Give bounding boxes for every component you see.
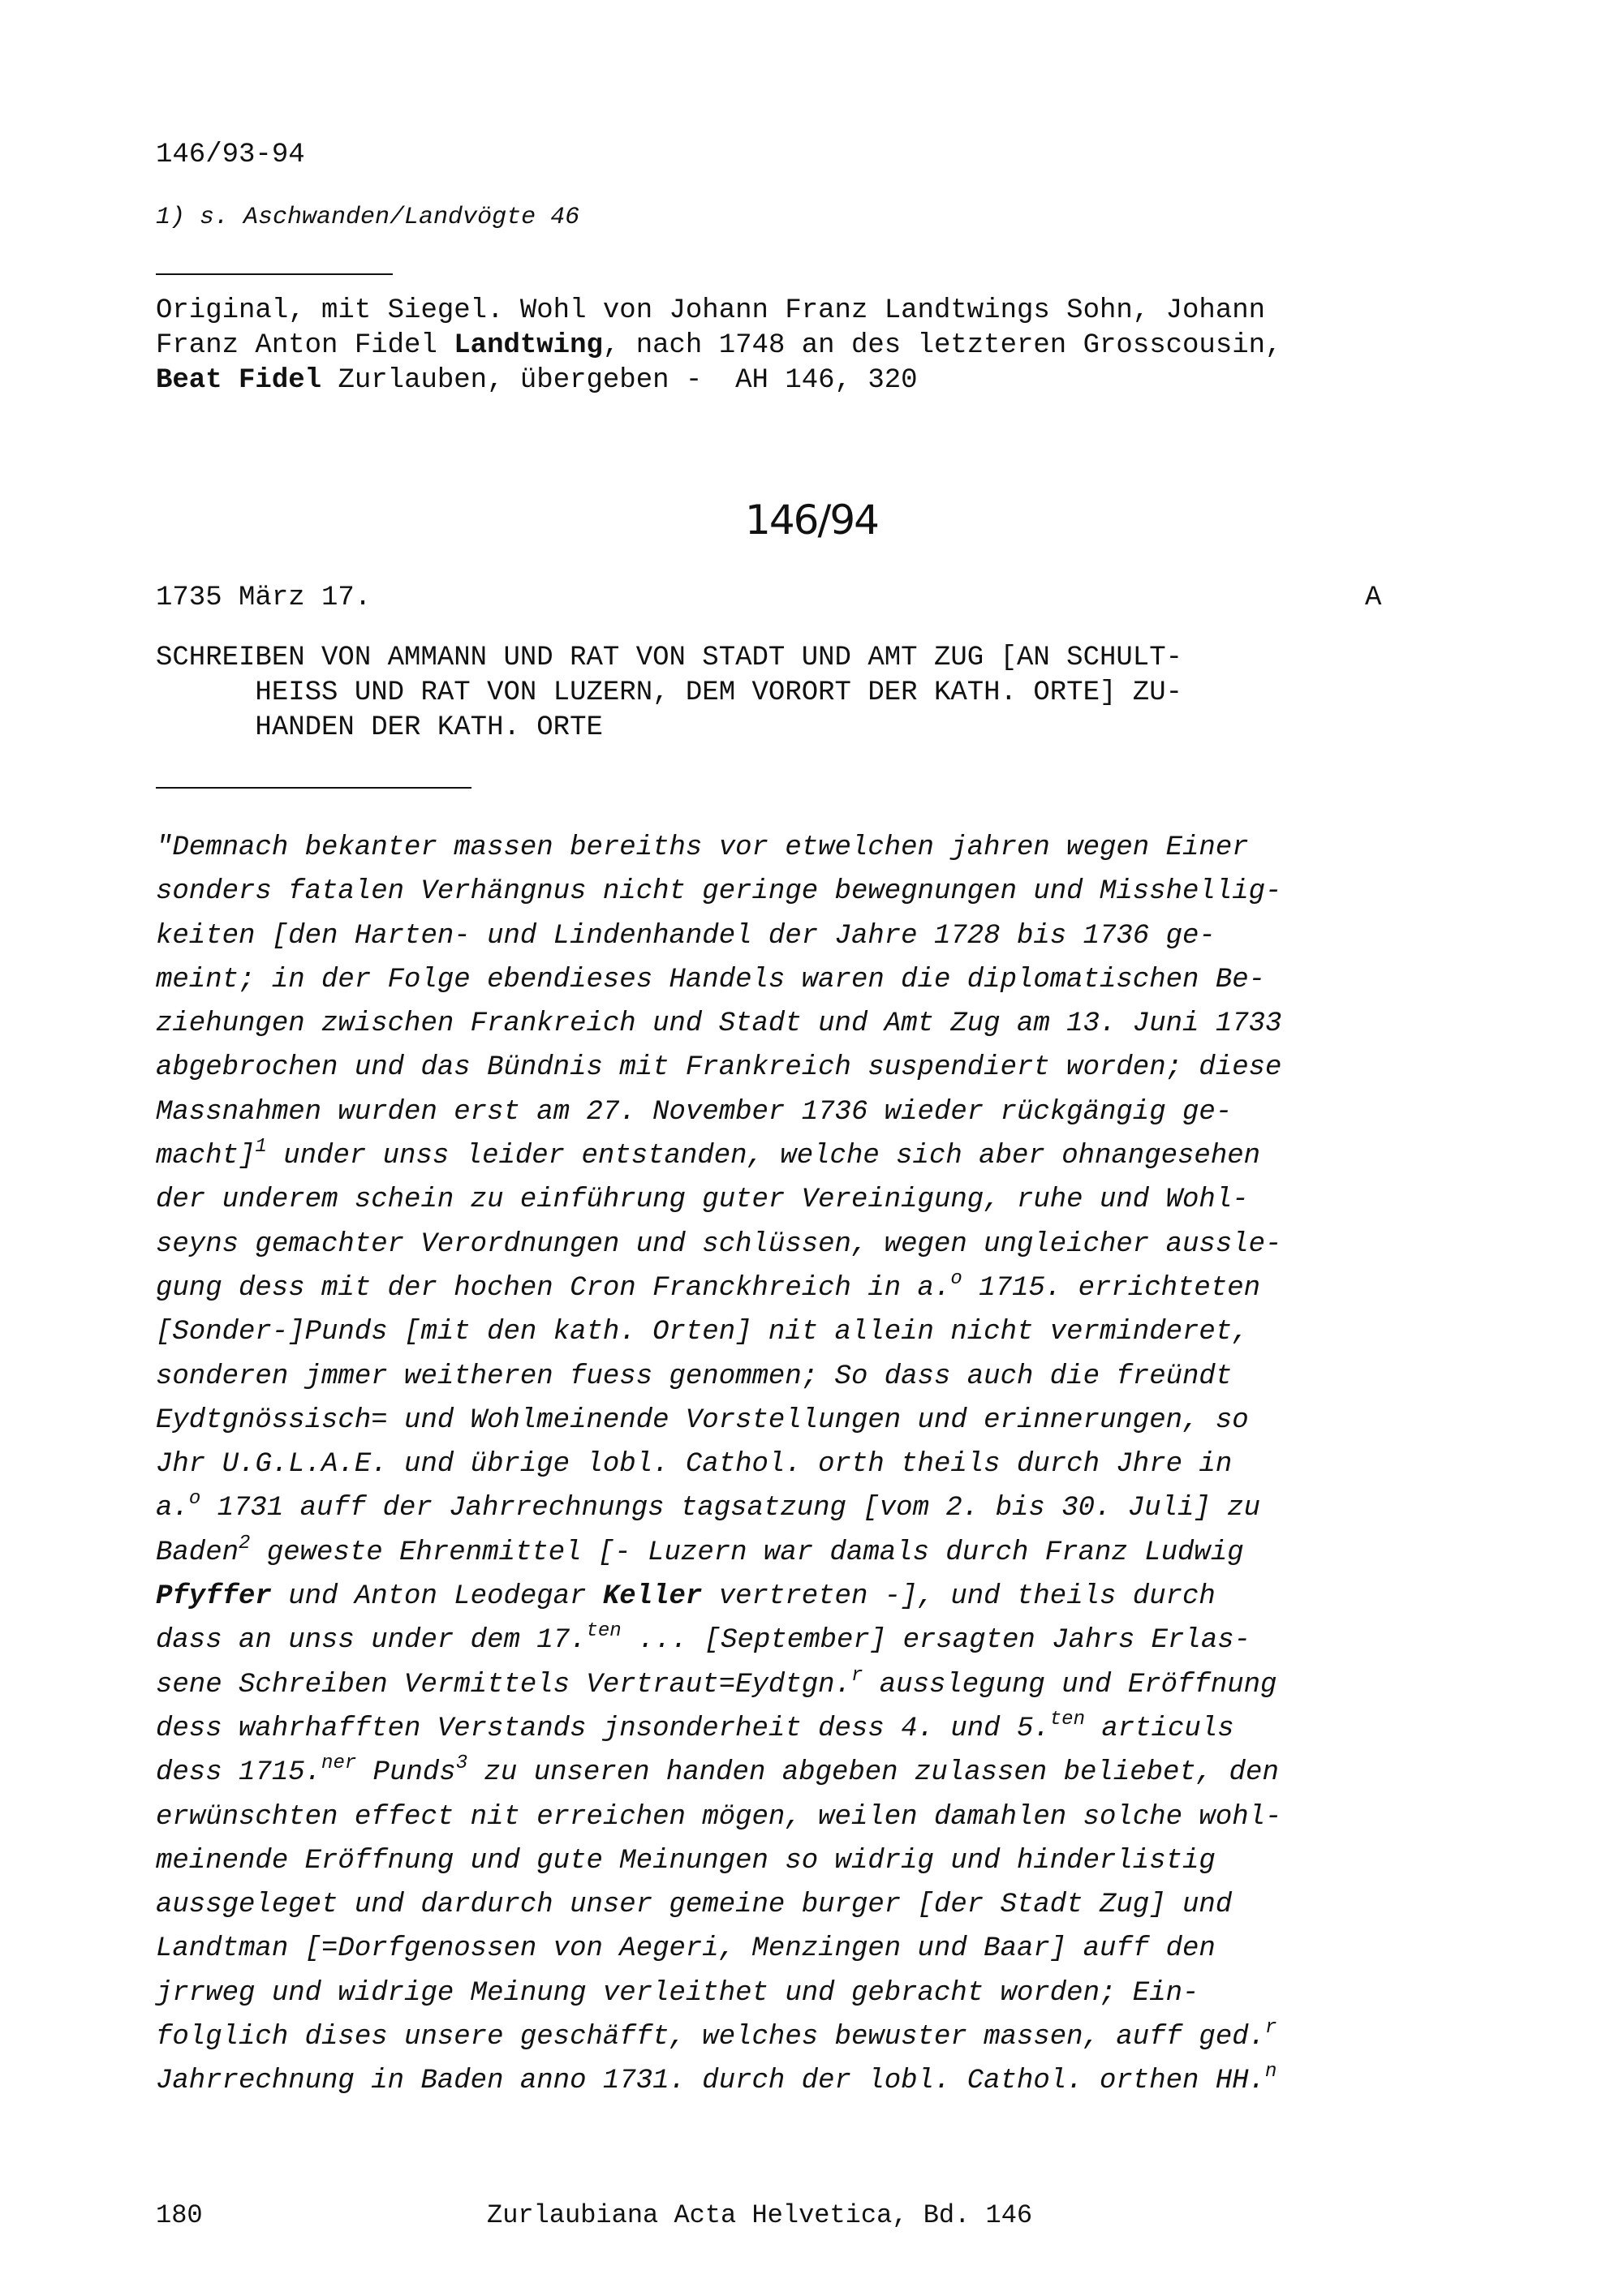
text-line: articuls [1085, 1713, 1234, 1744]
provenance-text [156, 294, 1281, 398]
text-line: a. [156, 1493, 189, 1524]
text-line: ausslegung und Eröffnung [863, 1669, 1277, 1701]
text-line: under unss leider entstanden, welche sich aber ohnangesehen [266, 1141, 1261, 1172]
heading-line: HEISS UND RAT VON LUZERN, DEM VORORT DER KATH. ORTE] ZU- [156, 677, 1183, 708]
provenance-line: Zurlauben, übergeben - AH 146, 320 [321, 365, 918, 396]
text-line: der underem schein zu einführung guter Vereinigung, ruhe und Wohl- [156, 1185, 1249, 1216]
running-footer: Zurlaubiana Acta Helvetica, Bd. 146 [487, 2200, 1033, 2230]
superscript: ten [1049, 1708, 1085, 1731]
text-line: dess wahrhafften Verstands jnsonderheit dess 4. und 5. [156, 1713, 1050, 1744]
provenance-line: Original, mit Siegel. Wohl von Johann Franz Landtwings Sohn, Johann [156, 295, 1266, 326]
superscript: o [950, 1267, 962, 1290]
text-line: Baden [156, 1537, 239, 1568]
text-line: erwünschten effect nit erreichen mögen, weilen damahlen solche wohl- [156, 1801, 1282, 1833]
text-line: folglich dises unsere geschäfft, welches bewuster massen, auff ged. [156, 2022, 1266, 2053]
text-line: ziehungen zwischen Frankreich und Stadt und Amt Zug am 13. Juni 1733 [156, 1008, 1282, 1040]
footnote-marker: 3 [455, 1752, 468, 1775]
text-line: sene Schreiben Vermittels Vertraut=Eydtgn. [156, 1669, 851, 1701]
page-reference: 146/93-94 [156, 140, 305, 170]
text-line: Punds [356, 1757, 456, 1789]
text-line: dess 1715. [156, 1757, 322, 1789]
text-line: gung dess mit der hochen Cron Franckhreich in a. [156, 1272, 951, 1304]
text-line: 1715. errichteten [962, 1272, 1261, 1304]
text-line: 1731 auff der Jahrrechnungs tagsatzung [vom 2. bis 30. Juli] zu [200, 1493, 1261, 1524]
text-line: aussgeleget und dardurch unser gemeine burger [der Stadt Zug] und [156, 1890, 1233, 1921]
document-flag: A [1365, 583, 1382, 613]
page-number: 180 [156, 2200, 203, 2230]
superscript: r [850, 1664, 863, 1687]
divider [156, 787, 471, 789]
superscript: r [1265, 2017, 1277, 2040]
text-line: seyns gemachter Verordnungen und schlüssen, wegen ungleicher aussle- [156, 1228, 1282, 1260]
text-line: Massnahmen wurden erst am 27. November 1736 wieder rückgängig ge- [156, 1096, 1233, 1128]
text-line: und Anton Leodegar [271, 1581, 603, 1613]
provenance-line: , nach 1748 an des letzteren Grosscousin, [602, 330, 1282, 361]
text-line: [Sonder-]Punds [mit den kath. Orten] nit allein nicht verminderet, [156, 1317, 1249, 1348]
text-line: zu unseren handen abgeben zulassen beliebet, den [467, 1757, 1279, 1789]
text-line: Jhr U.G.L.A.E. und übrige lobl. Cathol. orth theils durch Jhre in [156, 1449, 1233, 1481]
document-date: 1735 März 17. [156, 583, 372, 613]
text-line: meinende Eröffnung und gute Meinungen so widrig und hinderlistig [156, 1845, 1216, 1877]
text-line: ... [September] ersagten Jahrs Erlas- [621, 1625, 1251, 1657]
superscript: ten [586, 1620, 622, 1643]
text-line: jrrweg und widrige Meinung verleithet und gebracht worden; Ein- [156, 1977, 1199, 2009]
footnote-marker: 2 [239, 1532, 251, 1554]
text-line: geweste Ehrenmittel [- Luzern war damals durch Franz Ludwig [250, 1537, 1244, 1568]
bold-name: Beat Fidel [156, 365, 322, 396]
document-heading [156, 641, 1182, 746]
document-number: 146/94 [745, 497, 878, 544]
heading-line: SCHREIBEN VON AMMANN UND RAT VON STADT UND AMT ZUG [AN SCHULT- [156, 643, 1183, 673]
superscript: o [188, 1488, 201, 1511]
quotation-body [156, 826, 1281, 2104]
bold-name: Keller [602, 1581, 703, 1613]
bold-name: Landtwing [454, 330, 603, 361]
text-line: sonders fatalen Verhängnus nicht geringe bewegnungen und Misshellig- [156, 876, 1282, 908]
text-line: Jahrrechnung in Baden anno 1731. durch der lobl. Cathol. orthen HH. [156, 2066, 1266, 2097]
heading-line: HANDEN DER KATH. ORTE [156, 712, 603, 743]
footnote-marker: 1 [255, 1136, 267, 1159]
text-line: macht] [156, 1141, 256, 1172]
superscript: n [1265, 2061, 1277, 2083]
bold-name: Pfyffer [156, 1581, 272, 1613]
footnote: 1) s. Aschwanden/Landvögte 46 [156, 204, 580, 231]
divider [156, 273, 393, 275]
text-line: keiten [den Harten- und Lindenhandel der Jahre 1728 bis 1736 ge- [156, 920, 1216, 952]
text-line: sonderen jmmer weitheren fuess genommen; So dass auch die freündt [156, 1361, 1233, 1392]
text-line: dass an unss under dem 17. [156, 1625, 587, 1657]
text-line: Eydtgnössisch= und Wohlmeinende Vorstellungen und erinnerungen, so [156, 1404, 1249, 1436]
text-line: abgebrochen und das Bündnis mit Frankreich suspendiert worden; diese [156, 1052, 1282, 1084]
text-line: "Demnach bekanter massen bereiths vor etwelchen jahren wegen Einer [156, 832, 1249, 863]
provenance-line: Franz Anton Fidel [156, 330, 454, 361]
text-line: meint; in der Folge ebendieses Handels waren die diplomatischen Be- [156, 964, 1266, 995]
text-line: Landtman [=Dorfgenossen von Aegeri, Menzingen und Baar] auff den [156, 1933, 1216, 1965]
superscript: ner [321, 1752, 357, 1775]
text-line: vertreten -], und theils durch [702, 1581, 1216, 1613]
